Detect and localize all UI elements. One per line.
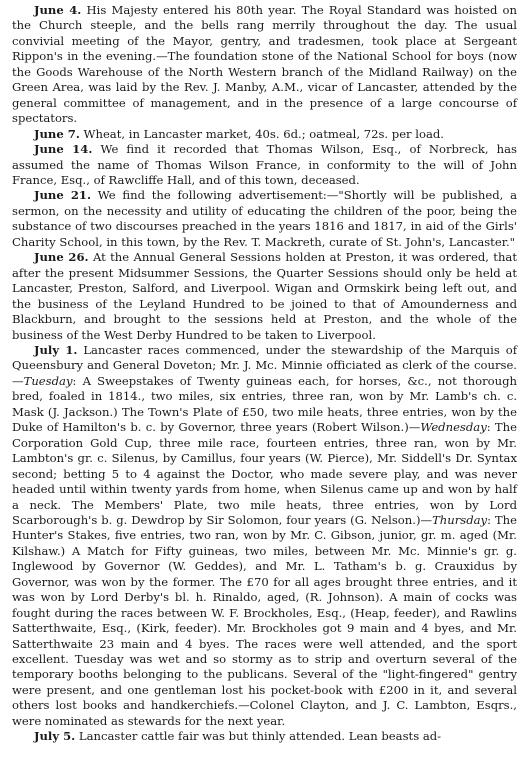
- entry-date: July 5.: [34, 729, 76, 744]
- entry-july-1: [12, 343, 517, 729]
- entry-june-26: [12, 250, 517, 343]
- entry-june-14: [12, 142, 517, 188]
- entry-text-part-2: : A Sweepstakes of Twenty guineas each, for horses, &c., not thorough bred, foaled in 1814., two miles, six entries, three ran, won by Mr. Lamb's ch. c. Mask (J. Jackson.) The Town's Plate of £50, two mile heats, three entries, won by the Duke of Hamilton's b. c. by Governor, three years (Robert Wilson.)—: [12, 373, 517, 435]
- entry-june-4: [12, 3, 517, 127]
- entry-text: At the Annual General Sessions holden at Preston, it was ordered, that after the present Midsummer Sessions, the Quarter Sessions should only be held at Lancaster, Preston, Salford, and Liverpool. Wigan and Ormskirk being left out, and the business of the Leyland Hundred to be joined to that of Amounderness and Blackburn, and brought to the sessions held at Preston, and the whole of the business of the West Derby Hundred to be taken to Liverpool.: [12, 250, 517, 342]
- entry-text-part-4: : The Hunter's Stakes, five entries, two ran, won by Mr. C. Gibson, junior, gr. m. aged (Mr. Kilshaw.) A Match for Fifty guineas, two miles, between Mr. Mc. Minnie's gr. g. Inglewood by Governor (W. Geddes), and Mr. L. Tatham's b. g. Crauxidus by Governor, was won by the former. The £70 for all ages brought three entries, and it was won by Lord Derby's bl. h. Rinaldo, aged, (R. Johnson). A main of cocks was fought during the races between W. F. Brockholes, Esq., (Heap, feeder), and Rawlins Satterthwaite, Esq., (Kirk, feeder). Mr. Brockholes got 9 main and 4 byes, and Mr. Satterthwaite 23 main and 4 byes. The races were well attended, and the sport excellent. Tuesday was wet and so stormy as to strip and overturn several of the temporary booths belonging to the publicans. Several of the "light-fingered" gentry were present, and one gentleman lost his pocket-book with £200 in it, and several others lost books and handkerchiefs.—Colonel Clayton, and J. C. Lambton, Esqrs., were nominated as stewards for the next year.: [12, 512, 517, 728]
- entry-text: We find it recorded that Thomas Wilson, Esq., of Norbreck, has assumed the name of Thomas Wilson France, in conformity to the will of John France, Esq., of Rawcliffe Hall, and of this town, deceased.: [12, 142, 517, 187]
- entry-date: July 1.: [34, 342, 78, 357]
- entry-july-5: [12, 729, 517, 744]
- entry-text: Wheat, in Lancaster market, 40s. 6d.; oatmeal, 72s. per load.: [79, 126, 444, 141]
- entry-text-part-3: : The Corporation Gold Cup, three mile race, fourteen entries, three ran, won by Mr. Lambton's gr. c. Silenus, by Camillus, four years (W. Pierce), Mr. Siddell's Dr. Syntax second; betting 5 to 4 against the Doctor, who made severe play, and was never headed until within twenty yards from home, when Silenus came up and won by half a neck. The Members' Plate, two mile heats, three entries, won by Lord Scarborough's b. g. Dewdrop by Sir Solomon, four years (G. Nelson.)—: [12, 420, 517, 527]
- entry-text: His Majesty entered his 80th year. The Royal Standard was hoisted on the Church steeple, and the bells rang merrily throughout the day. The usual convivial meeting of the Mayor, gentry, and tradesmen, took place at Sergeant Rippon's in the evening.—The foundation stone of the National School for boys (now the Goods Warehouse of the North Western branch of the Midland Railway) on the Green Area, was laid by the Rev. J. Manby, A.M., vicar of Lancaster, attended by the general committee of management, and in the presence of a large concourse of spectators.: [12, 3, 517, 126]
- entry-june-21: [12, 188, 517, 250]
- entry-date: June 14.: [34, 142, 93, 157]
- day-label-thursday: Thursday: [432, 512, 488, 527]
- entry-date: June 7.: [34, 126, 80, 141]
- entry-text: We find the following advertisement:—"Shortly will be published, a sermon, on the necessity and utility of educating the children of the poor, being the substance of two discourses preached in the years 1816 and 1817, in aid of the Girls' Charity School, in this town, by the Rev. T. Mackreth, curate of St. John's, Lancaster.": [12, 188, 517, 249]
- entry-text: Lancaster cattle fair was but thinly attended. Lean beasts ad-: [75, 729, 442, 744]
- day-label-wednesday: Wednesday: [420, 420, 487, 435]
- entry-date: June 26.: [34, 250, 89, 265]
- entry-june-7: [12, 127, 517, 142]
- entry-date: June 21.: [34, 188, 92, 203]
- entry-text-part-1: Lancaster races commenced, under the stewardship of the Marquis of Queensbury and General Doveton; Mr. J. Mc. Minnie officiated as clerk of the course.—: [12, 342, 517, 388]
- day-label-tuesday: Tuesday: [23, 373, 73, 388]
- entry-date: June 4.: [34, 3, 82, 17]
